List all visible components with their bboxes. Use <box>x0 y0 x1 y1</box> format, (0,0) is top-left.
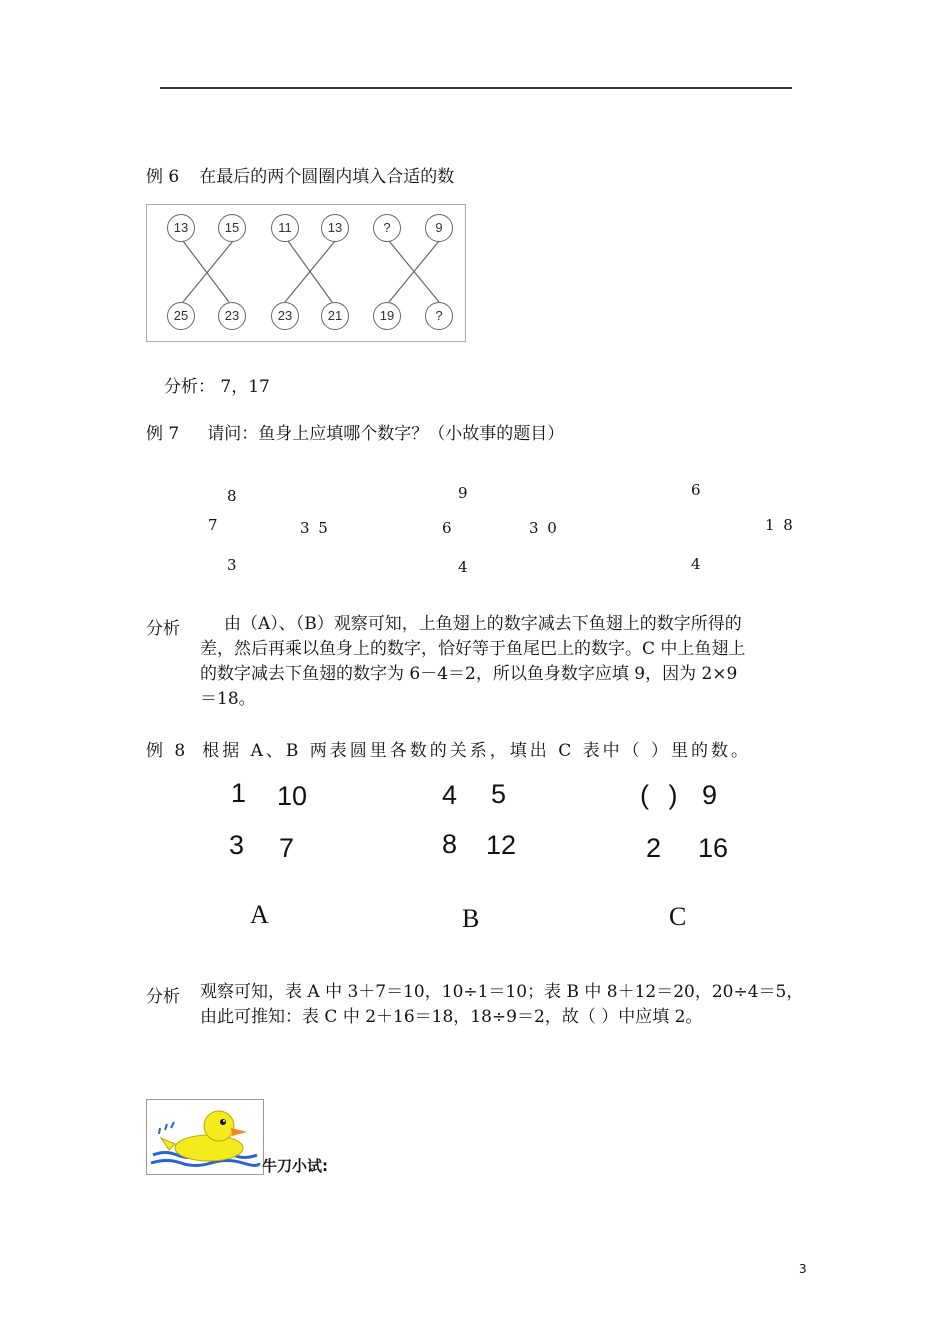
fish-c-tail: 1 8 <box>765 516 795 534</box>
page-number: 3 <box>799 1262 807 1276</box>
analysis-line: 的数字减去下鱼翅的数字为 6－4＝2，所以鱼身数字应填 9，因为 2×9 <box>200 664 738 684</box>
table-a-cell: 10 <box>277 781 308 811</box>
trial-colon: : <box>322 1157 329 1175</box>
table-a-label: A <box>250 900 269 929</box>
fish-b-top-fin: 9 <box>458 484 468 502</box>
table-a-cell: 3 <box>229 830 245 860</box>
fish-b-bottom-fin: 4 <box>458 558 468 576</box>
table-b-label: B <box>462 904 480 933</box>
table-c-blank: ( ) <box>640 780 684 810</box>
fish-c-top-fin: 6 <box>691 481 701 499</box>
circle-number: 23 <box>218 302 246 330</box>
example-7-text: 请问：鱼身上应填哪个数字？（小故事的题目） <box>207 424 565 444</box>
example-6-heading <box>146 162 454 187</box>
analysis-line: ＝18。 <box>200 689 256 709</box>
circle-number: 23 <box>271 302 299 330</box>
table-c-cell: 9 <box>702 780 718 810</box>
table-b-cell: 5 <box>491 779 507 809</box>
table-b-cell: 8 <box>442 829 458 859</box>
circle-number: 13 <box>167 214 195 242</box>
circle-number: 19 <box>373 302 401 330</box>
example-8-heading <box>146 736 751 761</box>
example-8-label: 例 8 <box>146 741 189 761</box>
fish-b-left: 6 <box>442 519 452 537</box>
example-7-label: 例 7 <box>146 424 180 444</box>
fish-a-top-fin: 8 <box>227 487 237 505</box>
analysis-line: 差，然后再乘以鱼身上的数字，恰好等于鱼尾巴上的数字。C 中上鱼翅上 <box>200 639 746 659</box>
example-7-analysis <box>200 612 820 712</box>
example-8-analysis <box>200 980 830 1030</box>
fish-a-bottom-fin: 3 <box>227 556 237 574</box>
header-rule <box>160 87 792 89</box>
analysis-line: 观察可知，表 A 中 3＋7＝10，10÷1＝10；表 B 中 8＋12＝20，20÷4＝5， <box>200 982 804 1002</box>
trial-text: 牛刀小试 <box>262 1157 323 1175</box>
circle-number: 9 <box>425 214 453 242</box>
example-6-label: 例 6 <box>146 167 180 187</box>
fish-a-body: 3 5 <box>300 519 330 537</box>
circle-number: 21 <box>321 302 349 330</box>
table-b-cell: 4 <box>442 780 458 810</box>
analysis-line: 由此可推知：表 C 中 2＋16＝18，18÷9＝2，故（ ）中应填 2。 <box>200 1007 703 1027</box>
example-7-analysis-label: 分析 <box>146 619 180 639</box>
example-8-text: 根据 A、B 两表圆里各数的关系，填出 C 表中（ ）里的数。 <box>202 741 752 761</box>
fish-a-left: 7 <box>208 516 218 534</box>
table-a-cell: 7 <box>279 833 295 863</box>
analysis-line: 由（A）、（B）观察可知，上鱼翅上的数字减去下鱼翅上的数字所得的 <box>224 614 742 634</box>
example-8-analysis-label: 分析 <box>146 987 180 1007</box>
circle-number: 11 <box>271 214 299 242</box>
circle-number: 15 <box>218 214 246 242</box>
fish-c-bottom-fin: 4 <box>691 555 701 573</box>
number-cross-figure <box>146 204 466 342</box>
circle-number: 25 <box>167 302 195 330</box>
table-b-cell: 12 <box>486 830 517 860</box>
table-c-cell: 2 <box>646 833 662 863</box>
circle-number: ? <box>373 214 401 242</box>
circle-number: ? <box>425 302 453 330</box>
duck-illustration <box>146 1099 264 1175</box>
example-7-heading <box>146 419 564 444</box>
table-c-cell: 16 <box>698 833 729 863</box>
trial-label <box>262 1155 328 1176</box>
table-c-label: C <box>669 902 687 931</box>
circle-number: 13 <box>321 214 349 242</box>
duck-icon <box>147 1100 263 1174</box>
table-a-cell: 1 <box>231 778 247 808</box>
example-6-text: 在最后的两个圆圈内填入合适的数 <box>199 167 455 187</box>
fish-b-body: 3 0 <box>529 519 559 537</box>
example-6-analysis: 分析： 7，17 <box>164 377 270 397</box>
